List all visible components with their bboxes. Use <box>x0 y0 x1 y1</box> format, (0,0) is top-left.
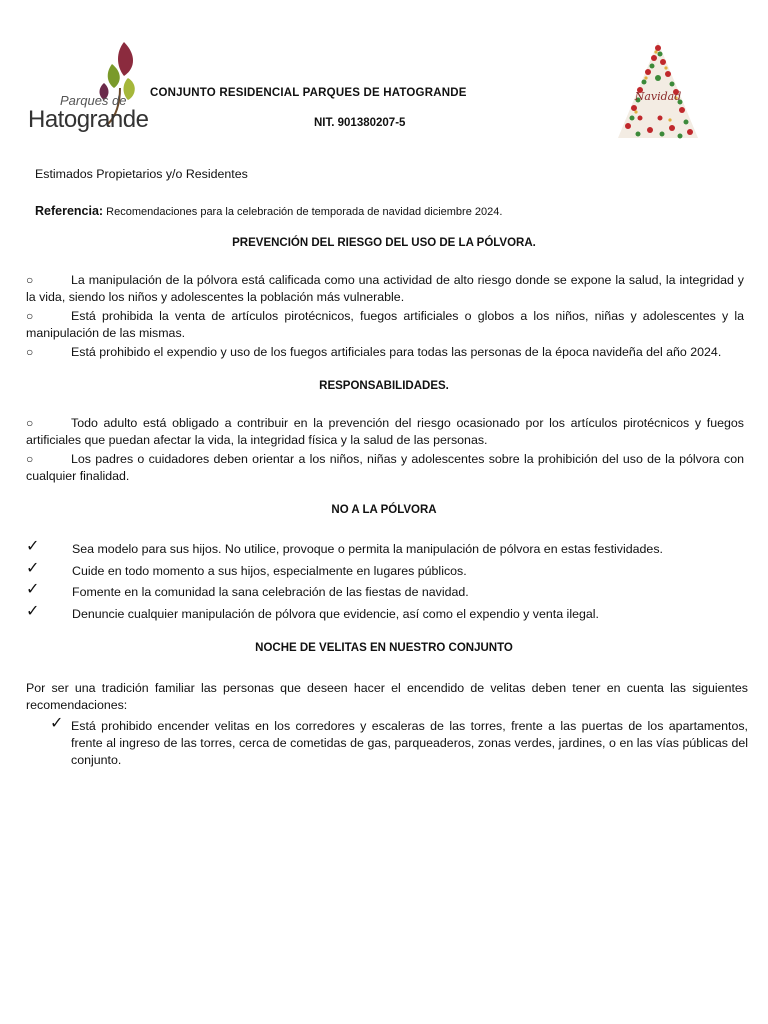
list-item-text: Todo adulto está obligado a contribuir en la prevención del riesgo ocasionado por los artículos pirotécnicos y fuegos artificiales que puedan afectar la vida, la integridad física y la salud de las personas. <box>26 416 744 447</box>
reference-label: Referencia: <box>35 204 104 218</box>
checklist-item-text: Denuncie cualquier manipulación de pólvora que evidencie, así como el expendio y venta ilegal. <box>72 607 599 621</box>
section-heading-no-polvora: NO A LA PÓLVORA <box>331 504 437 516</box>
checklist-item-text: Cuide en todo momento a sus hijos, especialmente en lugares públicos. <box>72 564 467 578</box>
list-item-text: Está prohibido el expendio y uso de los fuegos artificiales para todas las personas de la época navideña del año 2024. <box>71 345 722 359</box>
list-item <box>26 272 744 306</box>
checkmark-icon: ✓ <box>50 715 64 732</box>
circle-bullet-icon: ○ <box>26 452 34 466</box>
christmas-tree-image <box>610 38 706 146</box>
list-item-text: La manipulación de la pólvora está calificada como una actividad de alto riesgo donde se expone la salud, la integridad y la vida, siendo los niños y adolescentes la población más vulnerable. <box>26 273 744 304</box>
document-nit: NIT. 901380207-5 <box>314 117 406 129</box>
checkmark-icon: ✓ <box>26 581 40 598</box>
circle-bullet-icon: ○ <box>26 345 34 359</box>
checkmark-icon: ✓ <box>26 538 40 555</box>
circle-bullet-icon: ○ <box>26 309 34 323</box>
section-heading-velitas: NOCHE DE VELITAS EN NUESTRO CONJUNTO <box>255 642 513 654</box>
list-item-text: Los padres o cuidadores deben orientar a los niños, niñas y adolescentes sobre la prohibición del uso de la pólvora con cualquier finalidad. <box>26 452 744 483</box>
checkmark-icon: ✓ <box>26 603 40 620</box>
greeting: Estimados Propietarios y/o Residentes <box>35 167 248 181</box>
section-heading-responsabilidades: RESPONSABILIDADES. <box>319 380 449 392</box>
list-item-text: Está prohibida la venta de artículos pirotécnicos, fuegos artificiales o globos a los niños, niñas y adolescentes y la manipulación de las mismas. <box>26 309 744 340</box>
tree-navidad-text: Navidad <box>634 90 682 103</box>
checklist-item-text: Fomente en la comunidad la sana celebración de las fiestas de navidad. <box>72 585 469 599</box>
section-heading-prevencion: PREVENCIÓN DEL RIESGO DEL USO DE LA PÓLVORA. <box>232 237 536 249</box>
reference-text: Recomendaciones para la celebración de temporada de navidad diciembre 2024. <box>106 206 503 218</box>
list-item <box>26 308 744 342</box>
velitas-intro: Por ser una tradición familiar las personas que deseen hacer el encendido de velitas deben tener en cuenta las siguientes recomendaciones: <box>26 681 748 712</box>
checklist-item-text: Sea modelo para sus hijos. No utilice, provoque o permita la manipulación de pólvora en estas festividades. <box>72 542 663 556</box>
list-item <box>26 451 744 485</box>
checklist-item-text: Está prohibido encender velitas en los corredores y escaleras de las torres, frente a las puertas de los apartamentos, frente al ingreso de las torres, cerca de cometidas de gas, parqueaderos, zonas verdes, jardines, o en las vías públicas del conjunto. <box>71 719 748 767</box>
circle-bullet-icon: ○ <box>26 416 34 430</box>
checkmark-icon: ✓ <box>26 560 40 577</box>
christmas-tree-icon <box>610 38 706 146</box>
logo-wordmark: Hatogrande <box>28 106 149 133</box>
logo-subtext: Parques de <box>60 93 127 108</box>
circle-bullet-icon: ○ <box>26 273 34 287</box>
hatogrande-logo <box>24 38 149 133</box>
reference <box>35 203 502 221</box>
list-item <box>26 415 744 449</box>
list-item <box>26 344 744 361</box>
document-title: CONJUNTO RESIDENCIAL PARQUES DE HATOGRANDE <box>150 87 467 99</box>
